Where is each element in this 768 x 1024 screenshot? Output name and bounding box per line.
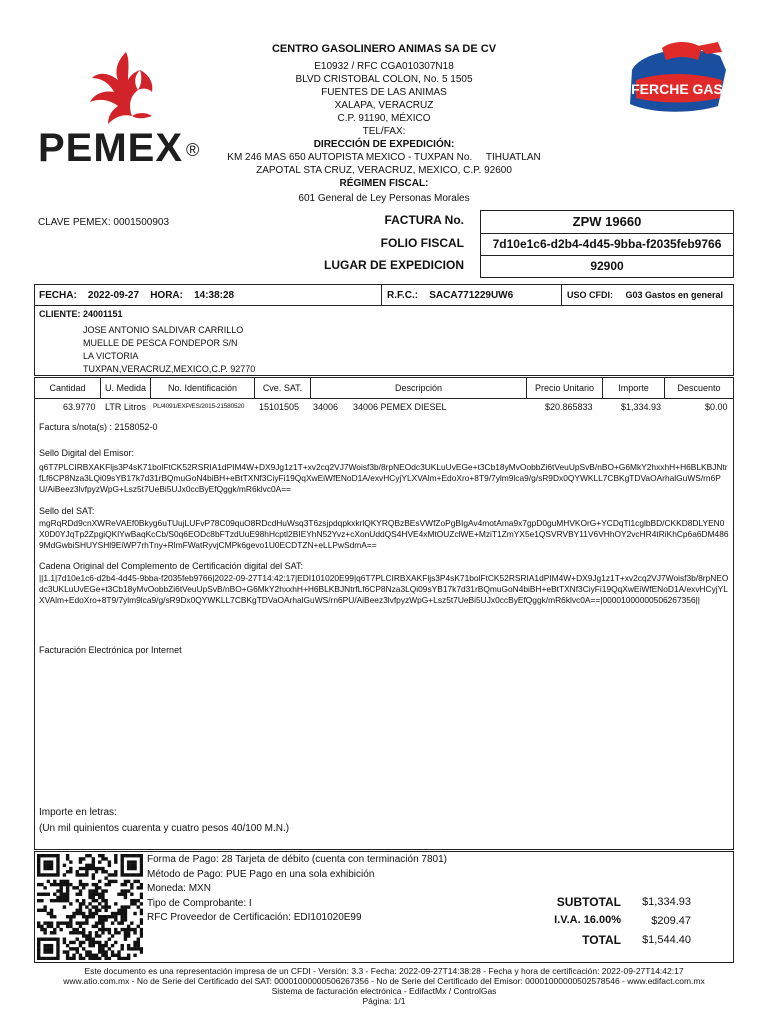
importe-letras-label: Importe en letras: [39,807,117,818]
row-descuento: $0.00 [705,402,728,412]
factura-value: ZPW 19660 [481,211,733,234]
folio-label: FOLIO FISCAL [380,236,464,250]
row-cantidad: 63.9770 [63,402,96,412]
meta-row [34,284,734,306]
header-precio: Precio Unitario [527,378,603,398]
cadena-label: Cadena Original del Complemento de Certificación digital del SAT: [39,561,303,571]
footer-line-3: Sistema de facturación electrónica - EdifactMx / ControlGas [271,986,497,996]
uso-cfdi-label: USO CFDI: [567,290,613,300]
sello-emisor-value: q6T7PLCIRBXAKFljs3P4sK71bolFtCK52RSRIA1dPIM4W+DX9Jg1z1T+xv2cq2VJ7Woisf3b/8rpNEOdc3UKLuUvEGe+t3Cb18yMvOobbZi6tVeuUpSvB/nBO+G6MkY2hxxhH+H6BLKBJNtrfLf6CP8Nza3LQi09sYB17k7d31rBQmuGoN4biBH+eBtTXNf3CiyFi19QqXwEiWfENoD1A/exvHCyjYLXVAlm+EdoXro+8T9/7ylm9lca9/g/sR9Dx0QYWKLL7CBKgTDVaOArhalGuWS/rn6PU/AiBeez3lvfpyzWpG+Lsz5t7UeBi5UJx0ccByEfQggk/mR6klvc0A== [39,462,728,494]
fecha-label: FECHA: [39,290,77,301]
subtotal-label: SUBTOTAL [556,895,621,909]
hora-value: 14:38:28 [194,290,235,301]
rfc-value: SACA771229UW6 [429,290,514,301]
row-importe: $1,334.93 [621,402,662,412]
total-value: $1,544.40 [642,934,691,946]
header-cve-sat: Cve. SAT. [255,378,311,398]
footer [0,966,768,1006]
fecha-value: 2022-09-27 [87,290,140,301]
rfc-label: R.F.C.: [387,290,419,301]
row-umedida: LTR Litros [105,402,146,412]
folio-value: 7d10e1c6-d2b4-4d45-9bba-f2035feb9766 [481,233,733,256]
expedition-title: DIRECCIÓN DE EXPEDICIÓN: [313,139,455,150]
metodo-pago: Método de Pago: PUE Pago en una sola exhibición [147,868,375,880]
pemex-logo [38,50,218,170]
factura-snota: Factura s/nota(s) : 2158052-0 [39,422,158,432]
clave-pemex: CLAVE PEMEX: 0001500903 [38,217,170,228]
sello-sat-value: mgRqRDd9cnXWReVAEf0Bkyg6uTUujLUFvP78C09quO8RDcdHuWsq3T6zsjpdqpkxkrlQKYRQBzBEsVWfZoPgBIgAv4motAma9x7gpD0guMHVKOrG+YCDqTl1cglbBD/CKKD8DLYEN0X0D0YJqTp2ZpgiQKlYwBaqKcCb/S0q6EODc8bFTzdUuE98hHcptl2BIEYhN52Yvz+cXonUddQS4HVE4xMtOUZclWE+MziT1ZmYX5e1QSVRVBY11V6VHhOY2vcHR4tRiKhCp6a6DM4869MdGwbiSHUYSHl9EiWP7rhTny+RlmFWatRyvjCMPk6gevo1U0ECDTZN+eLLPwSdmA== [39,518,729,550]
issuer-name: CENTRO GASOLINERO ANIMAS SA DE CV [271,43,497,55]
row-descripcion: 34006 PEMEX DIESEL [353,402,447,412]
client-label: CLIENTE: 24001151 [39,309,123,319]
forma-pago: Forma de Pago: 28 Tarjeta de débito (cuenta con terminación 7801) [147,854,447,865]
ferche-gas-badge-icon [622,40,732,116]
issuer-telfax: TEL/FAX: [362,126,406,137]
ferche-gas-wordmark: FERCHE GAS [631,81,723,97]
header-descuento: Descuento [677,383,721,393]
sello-sat-label: Sello del SAT: [39,506,95,516]
issuer-address-1: BLVD CRISTOBAL COLON, No. 5 1505 [295,74,473,85]
issuer-address-3: XALAPA, VERACRUZ [334,100,434,111]
table-row [35,400,733,414]
cadena-value: ||1.1|7d10e1c6-d2b4-4d45-9bba-f2035feb9766|2022-09-27T14:42:17|EDI101020E99|q6T7PLCIRBXAKFljs3P4sK71bolFtCK52RSRIA1dPIM4W+DX9Jg1z1T+xv2cq2VJ7Woisf3b/8rpNEOdc3UKLuUvEGe+t3Cb18yMvOobbZi6tVeuUpSvB/nBO+G6MkY2hxxhH+H6BLKBJNtrfLf6CP8Nza3LQi09sYB17k7d31rBQmuGoN4biBH+eBtTXNf3CiyFi19QqXwEiWfENoD1A/exvHCyjYLXVAlm+EdoXro+8T9/7ylm9lca9/g/sR9Dx0QYWKLL7CBKgTDVaOArhalGuWS/rn6PU/AiBeez3lvfpyzWpG+Lsz5t7UeBi5UJx0ccByEfQggk/mR6klvc0A==|00001000000506267356|| [39,573,729,605]
uso-cfdi-value: G03 Gastos en general [625,290,724,300]
subtotal-value: $1,334.93 [642,896,691,908]
header-umedida: U. Medida [101,378,151,398]
client-block [34,305,734,376]
row-cve-sat: 15101505 [259,402,300,412]
iva-value: $209.47 [651,915,691,927]
items-frame [34,377,734,850]
iva-label: I.V.A. 16.00% [554,914,621,926]
factura-label: FACTURA No. [384,213,464,227]
header-identificacion: No. Identificación [151,378,255,398]
pemex-eagle-icon [78,50,168,132]
regimen-title: RÉGIMEN FISCAL: [339,178,429,189]
pemex-wordmark: PEMEX ® [38,126,201,170]
ferche-gas-logo [622,40,732,116]
importe-letras-value: (Un mil quinientos cuarenta y cuatro pesos 40/100 M.N.) [39,823,290,834]
row-precio: $20.865833 [545,402,593,412]
client-address-1: MUELLE DE PESCA FONDEPOR S/N [83,338,238,348]
facturacion-note: Facturación Electrónica por Internet [39,645,182,655]
bottom-frame [34,851,734,963]
expedition-line-2: ZAPOTAL STA CRUZ, VERACRUZ, MEXICO, C.P. 92600 [256,165,512,176]
issuer-address-4: C.P. 91190, MÉXICO [337,113,431,124]
client-address-3: TUXPAN,VERACRUZ,MEXICO,C.P. 92770 [83,364,256,374]
footer-line-1: Este documento es una representación impresa de un CFDI - Versión: 3.3 - Fecha: 2022-09-27T14:38:28 - Fecha y hora de certificación: 2022-09-27T14:42:17 [84,966,684,976]
header-descripcion: Descripción [311,378,527,398]
lugar-label: LUGAR DE EXPEDICION [323,258,464,272]
total-label: TOTAL [582,933,621,947]
issuer-block [200,42,568,205]
tipo-comprobante: Tipo de Comprobante: I [147,897,252,909]
header-cantidad: Cantidad [35,378,101,398]
sello-emisor-label: Sello Digital del Emisor: [39,448,135,458]
hora-label: HORA: [150,290,183,301]
items-header [35,378,733,399]
lugar-value: 92900 [590,259,624,273]
issuer-address-2: FUENTES DE LAS ANIMAS [321,87,447,98]
invoice-values-box [480,210,734,278]
qr-code-icon [37,854,143,960]
client-address-2: LA VICTORIA [83,351,139,361]
row-codigo: 34006 [313,402,339,412]
row-identificacion: PL/4091/EXP/ES/2015-21580520 [153,403,245,410]
client-name: JOSE ANTONIO SALDIVAR CARRILLO [83,325,244,335]
moneda: Moneda: MXN [147,883,211,894]
footer-line-4: Página: 1/1 [362,996,406,1006]
footer-line-2: www.atio.com.mx - No de Serie del Certificado del SAT: 00001000000506267356 - No de Serie del Certificado del Emisor: 00001000000502578546 - www.edifact.com.mx [63,976,705,986]
rfc-proveedor: RFC Proveedor de Certificación: EDI101020E99 [147,912,362,923]
header-importe: Importe [603,378,665,398]
expedition-line-1: KM 246 MAS 650 AUTOPISTA MEXICO - TUXPAN No. TIHUATLAN [227,152,541,163]
regimen-value: 601 General de Ley Personas Morales [298,193,470,204]
issuer-id-rfc: E10932 / RFC CGA010307N18 [314,61,454,72]
